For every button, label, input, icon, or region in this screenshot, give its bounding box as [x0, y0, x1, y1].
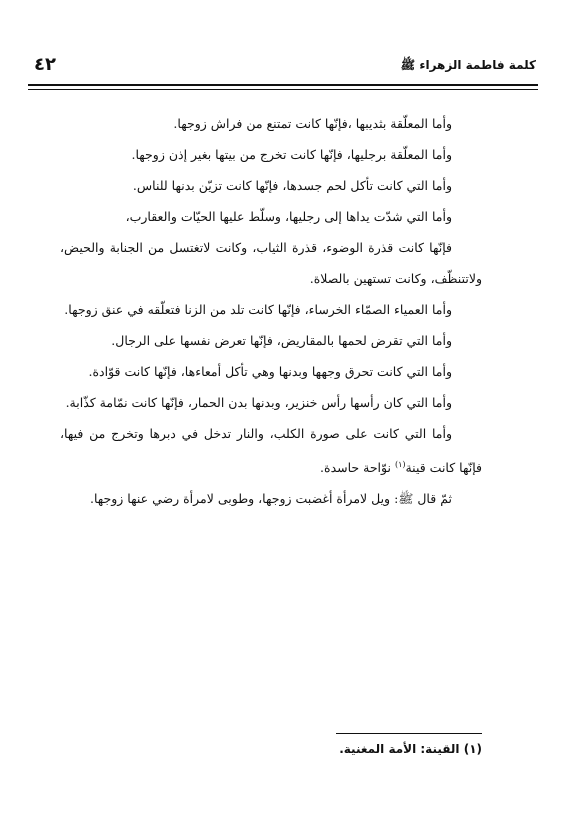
paragraph-10-text: وأما التي كانت على صورة الكلب، والنار تدخل في دبرها وتخرج من فيها، فإنّها كانت قينة$^{(١)}$ نوّاحة حاسدة.: [60, 426, 482, 476]
footnote-rule: [336, 733, 482, 734]
page-header: [28, 54, 536, 76]
footnote-marker: (١): [394, 460, 406, 469]
header-rule-thin: [28, 89, 538, 90]
header-rule-thick: [28, 84, 538, 86]
paragraph-5: فإنّها كانت قذرة الوضوء، قذرة الثياب، وكانت لاتغتسل من الجنابة والحيض، ولاتتنظّف، وكانت تستهين بالصلاة.: [60, 240, 482, 286]
paragraph-10: [60, 418, 482, 483]
paragraph-2: وأما المعلّقة برجليها، فإنّها كانت تخرج من بيتها بغير إذن زوجها.: [131, 147, 452, 162]
paragraph-8: وأما التي كانت تحرق وجهها وبدنها وهي تأكل أمعاءها، فإنّها كانت قوّادة.: [88, 364, 452, 379]
paragraph-4: وأما التي شدّت يداها إلى رجليها، وسلّط عليها الحيّات والعقارب،: [125, 209, 452, 224]
paragraph-6: وأما العمياء الصمّاء الخرساء، فإنّها كانت تلد من الزنا فتعلّقه في عنق زوجها.: [64, 302, 452, 317]
footnote-number: (١): [463, 742, 482, 756]
body-text: [60, 108, 482, 514]
paragraph-3: وأما التي كانت تأكل لحم جسدها، فإنّها كانت تزيّن بدنها للناس.: [132, 178, 452, 193]
running-title: كلمة فاطمة الزهراء ﷺ: [400, 58, 536, 72]
footnote-text: القينة: الأمة المغنية.: [339, 742, 460, 756]
paragraph-7: وأما التي تقرض لحمها بالمقاريض، فإنّها تعرض نفسها على الرجال.: [111, 333, 452, 348]
paragraph-1: وأما المعلّقة بثديبها ،فإنّها كانت تمتنع من فراش زوجها.: [173, 116, 452, 131]
paragraph-9: وأما التي كان رأسها رأس خنزير، وبدنها بدن الحمار، فإنّها كانت نمّامة كذّابة.: [65, 395, 452, 410]
footnote: [60, 742, 482, 756]
page-number: ٤٢: [34, 54, 56, 75]
paragraph-11: ثمّ قال ﷺ: ويل لامرأة أغضبت زوجها، وطوبى لامرأة رضي عنها زوجها.: [89, 491, 452, 507]
